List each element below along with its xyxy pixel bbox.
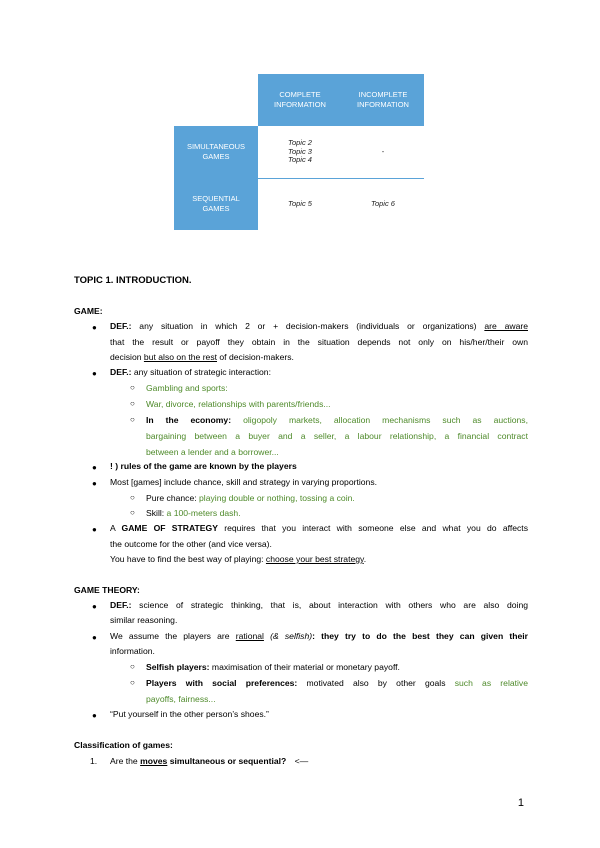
selfish-line: Selfish players: maximisation of their material or monetary payoff. xyxy=(146,662,400,672)
def2-sub3-line3: between a lender and a borrower... xyxy=(146,447,279,457)
cell-topic: Topic 4 xyxy=(288,155,312,164)
pure-chance-line: Pure chance: playing double or nothing, tossing a coin. xyxy=(146,493,355,503)
assume-line2: information. xyxy=(110,646,155,656)
rules-line: ! ) rules of the game are known by the players xyxy=(110,461,297,471)
col-header-incomplete-text: INCOMPLETE INFORMATION xyxy=(357,90,409,109)
arrow-left-icon: <— xyxy=(294,756,309,766)
def1-line2: that the result or payoff they obtain in the situation depends not only on his/her/their own xyxy=(110,337,528,347)
theory-def-line2: similar reasoning. xyxy=(110,615,178,625)
strategy-line2: the outcome for the other (and vice versa). xyxy=(110,539,272,549)
row-header-simultaneous-text: SIMULTANEOUS GAMES xyxy=(186,142,246,161)
cell-sequential-incomplete: Topic 6 xyxy=(342,178,424,230)
cell-simultaneous-complete xyxy=(258,126,342,178)
bullet-icon: ● xyxy=(92,711,97,720)
bullet-icon: ● xyxy=(92,463,97,472)
col-header-incomplete xyxy=(342,74,424,126)
circle-bullet-icon: ○ xyxy=(130,662,135,671)
circle-bullet-icon: ○ xyxy=(130,508,135,517)
def1-line3: decision but also on the rest of decision-makers. xyxy=(110,352,294,362)
skill-line: Skill: a 100-meters dash. xyxy=(146,508,241,518)
def1-line1: DEF.: any situation in which 2 or + decision-makers (individuals or organizations) are aware xyxy=(110,321,528,331)
circle-bullet-icon: ○ xyxy=(130,678,135,687)
strategy-line1: A GAME OF STRATEGY requires that you interact with someone else and what you do affects xyxy=(110,523,528,533)
def2-line: DEF.: any situation of strategic interaction: xyxy=(110,367,271,377)
cell-sequential-complete: Topic 5 xyxy=(258,178,342,230)
shoes-line: “Put yourself in the other person’s shoes.” xyxy=(110,709,269,719)
cell-simultaneous-incomplete: - xyxy=(342,126,424,178)
table-corner xyxy=(174,74,258,126)
section-heading-game: GAME: xyxy=(74,306,103,316)
bullet-icon: ● xyxy=(92,525,97,534)
circle-bullet-icon: ○ xyxy=(130,493,135,502)
def2-sub2: War, divorce, relationships with parents/friends... xyxy=(146,399,331,409)
col-header-complete-text: COMPLETE INFORMATION xyxy=(274,90,326,109)
game-classification-table xyxy=(174,74,424,230)
def2-sub3-line2: bargaining between a buyer and a seller, a labour relationship, a financial contract xyxy=(146,431,528,441)
bullet-icon: ● xyxy=(92,602,97,611)
row-header-sequential xyxy=(174,178,258,230)
cell-topic: Topic 2 xyxy=(288,138,312,147)
cell-topic: Topic 3 xyxy=(288,146,312,156)
most-games-line: Most [games] include chance, skill and strategy in varying proportions. xyxy=(110,477,378,487)
section-heading-game-theory: GAME THEORY: xyxy=(74,585,140,595)
col-header-complete xyxy=(258,74,342,126)
theory-def-line1: DEF.: science of strategic thinking, that is, about interaction with others who are also doing xyxy=(110,600,529,610)
assume-line1: We assume the players are rational (& selfish): they try to do the best they can given their xyxy=(110,631,528,641)
def2-sub3-line1: In the economy: oligopoly markets, allocation mechanisms such as auctions, xyxy=(146,415,528,425)
classification-item-number: 1. xyxy=(90,756,98,766)
classification-heading: Classification of games: xyxy=(74,740,173,750)
circle-bullet-icon: ○ xyxy=(130,383,135,392)
circle-bullet-icon: ○ xyxy=(130,399,135,408)
bullet-icon: ● xyxy=(92,323,97,332)
page-number: 1 xyxy=(517,797,524,809)
classification-item-1: Are the moves simultaneous or sequential? <— xyxy=(110,756,309,766)
social-line1: Players with social preferences: motivated also by other goals such as relative xyxy=(146,678,529,688)
row-header-simultaneous xyxy=(174,126,258,178)
row-header-sequential-text: SEQUENTIAL GAMES xyxy=(192,194,240,213)
bullet-icon: ● xyxy=(92,633,97,642)
circle-bullet-icon: ○ xyxy=(130,415,135,424)
strategy-line3: You have to find the best way of playing: choose your best strategy. xyxy=(110,554,367,564)
def2-sub1: Gambling and sports: xyxy=(146,383,228,393)
bullet-icon: ● xyxy=(92,369,97,378)
social-line2: payoffs, fairness... xyxy=(146,694,216,704)
topic-title: TOPIC 1. INTRODUCTION. xyxy=(74,275,192,286)
bullet-icon: ● xyxy=(92,479,97,488)
